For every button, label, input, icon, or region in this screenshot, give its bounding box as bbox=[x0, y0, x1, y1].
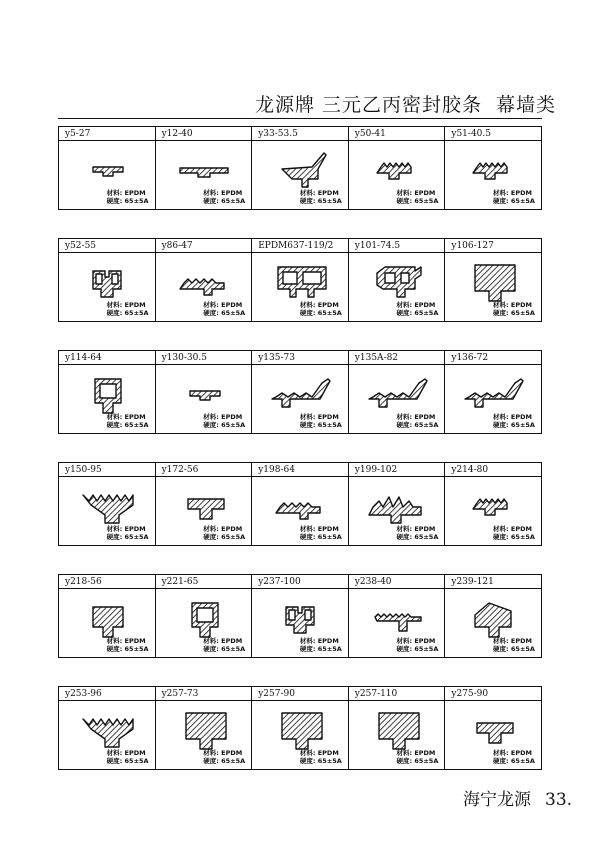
hardness-spec: 硬度: 65±5A bbox=[396, 533, 439, 541]
material-spec: 材料: EPDM bbox=[203, 189, 243, 197]
product-cell bbox=[155, 351, 252, 433]
spec-block bbox=[396, 189, 438, 205]
material-spec: 材料: EPDM bbox=[106, 189, 146, 197]
product-cell bbox=[59, 463, 155, 545]
seal-profile-drawing bbox=[459, 147, 529, 191]
spec-block bbox=[493, 749, 535, 765]
product-cell bbox=[251, 239, 348, 321]
seal-profile-drawing bbox=[73, 595, 143, 639]
product-cell bbox=[251, 575, 348, 657]
hardness-spec: 硬度: 65±5A bbox=[396, 197, 439, 205]
product-code: y198-64 bbox=[252, 463, 348, 477]
hardness-spec: 硬度: 65±5A bbox=[106, 645, 149, 653]
product-cell bbox=[155, 687, 252, 769]
product-code: y135A-82 bbox=[349, 351, 445, 365]
spec-block bbox=[300, 413, 342, 429]
spec-block bbox=[493, 189, 535, 205]
product-code: EPDM637-119/2 bbox=[252, 239, 348, 253]
seal-profile-drawing bbox=[73, 371, 143, 415]
seal-profile-drawing bbox=[363, 595, 433, 639]
product-code: y172-56 bbox=[156, 463, 252, 477]
product-cell bbox=[155, 239, 252, 321]
product-code: y136-72 bbox=[445, 351, 541, 365]
title-category: 幕墙类 bbox=[496, 94, 557, 116]
product-code: y238-40 bbox=[349, 575, 445, 589]
material-spec: 材料: EPDM bbox=[493, 525, 532, 533]
material-spec: 材料: EPDM bbox=[493, 189, 532, 197]
hardness-spec: 硬度: 65±5A bbox=[493, 421, 535, 429]
material-spec: 材料: EPDM bbox=[299, 189, 339, 197]
material-spec: 材料: EPDM bbox=[396, 413, 436, 421]
seal-profile-drawing bbox=[363, 147, 433, 191]
material-spec: 材料: EPDM bbox=[299, 413, 339, 421]
hardness-spec: 硬度: 65±5A bbox=[493, 757, 535, 765]
title-text: 龙源牌 三元乙丙密封胶条 bbox=[255, 94, 483, 116]
material-spec: 材料: EPDM bbox=[203, 301, 243, 309]
hardness-spec: 硬度: 65±5A bbox=[493, 533, 535, 541]
product-code: y150-95 bbox=[59, 463, 155, 477]
seal-profile-drawing bbox=[459, 707, 529, 751]
material-spec: 材料: EPDM bbox=[106, 749, 146, 757]
hardness-spec: 硬度: 65±5A bbox=[299, 197, 342, 205]
material-spec: 材料: EPDM bbox=[106, 637, 146, 645]
seal-profile-drawing bbox=[170, 595, 240, 639]
material-spec: 材料: EPDM bbox=[493, 749, 532, 757]
spec-block bbox=[300, 301, 342, 317]
material-spec: 材料: EPDM bbox=[396, 301, 436, 309]
hardness-spec: 硬度: 65±5A bbox=[396, 757, 439, 765]
product-code: y257-110 bbox=[349, 687, 445, 701]
product-code: y50-41 bbox=[349, 127, 445, 141]
material-spec: 材料: EPDM bbox=[493, 637, 532, 645]
product-code: y199-102 bbox=[349, 463, 445, 477]
product-row bbox=[58, 238, 542, 322]
material-spec: 材料: EPDM bbox=[396, 637, 436, 645]
product-code: y86-47 bbox=[156, 239, 252, 253]
seal-profile-drawing bbox=[363, 707, 433, 751]
seal-profile-drawing bbox=[266, 483, 336, 527]
product-code: y221-65 bbox=[156, 575, 252, 589]
page-title bbox=[255, 90, 556, 117]
product-row bbox=[58, 126, 542, 210]
product-cell bbox=[155, 127, 252, 209]
seal-profile-drawing bbox=[266, 147, 336, 191]
hardness-spec: 硬度: 65±5A bbox=[493, 197, 535, 205]
product-code: y12-40 bbox=[156, 127, 252, 141]
footer-company: 海宁龙源 bbox=[463, 790, 531, 810]
hardness-spec: 硬度: 65±5A bbox=[203, 197, 246, 205]
spec-block bbox=[107, 525, 149, 541]
seal-profile-drawing bbox=[73, 147, 143, 191]
spec-block bbox=[203, 525, 245, 541]
product-row bbox=[58, 686, 542, 770]
seal-profile-drawing bbox=[363, 371, 433, 415]
product-code: y114-64 bbox=[59, 351, 155, 365]
hardness-spec: 硬度: 65±5A bbox=[203, 757, 246, 765]
product-cell bbox=[444, 127, 541, 209]
product-cell bbox=[444, 463, 541, 545]
spec-block bbox=[300, 637, 342, 653]
hardness-spec: 硬度: 65±5A bbox=[203, 309, 246, 317]
seal-profile-drawing bbox=[170, 147, 240, 191]
product-cell bbox=[59, 687, 155, 769]
hardness-spec: 硬度: 65±5A bbox=[203, 645, 246, 653]
product-code: y257-90 bbox=[252, 687, 348, 701]
spec-block bbox=[107, 189, 149, 205]
product-code: y257-73 bbox=[156, 687, 252, 701]
spec-block bbox=[493, 413, 535, 429]
seal-profile-drawing bbox=[170, 707, 240, 751]
product-code: y106-127 bbox=[445, 239, 541, 253]
spec-block bbox=[396, 637, 438, 653]
material-spec: 材料: EPDM bbox=[106, 301, 146, 309]
product-cell bbox=[59, 575, 155, 657]
spec-block bbox=[107, 301, 149, 317]
product-cell bbox=[251, 351, 348, 433]
hardness-spec: 硬度: 65±5A bbox=[106, 757, 149, 765]
spec-block bbox=[396, 413, 438, 429]
product-cell bbox=[348, 463, 445, 545]
spec-block bbox=[203, 749, 245, 765]
seal-profile-drawing bbox=[170, 259, 240, 303]
seal-profile-drawing bbox=[266, 371, 336, 415]
material-spec: 材料: EPDM bbox=[299, 301, 339, 309]
hardness-spec: 硬度: 65±5A bbox=[106, 421, 149, 429]
material-spec: 材料: EPDM bbox=[299, 749, 339, 757]
product-cell bbox=[251, 463, 348, 545]
material-spec: 材料: EPDM bbox=[493, 301, 532, 309]
product-cell bbox=[59, 239, 155, 321]
product-code: y214-80 bbox=[445, 463, 541, 477]
seal-profile-drawing bbox=[170, 483, 240, 527]
spec-block bbox=[203, 189, 245, 205]
product-cell bbox=[59, 127, 155, 209]
product-code: y52-55 bbox=[59, 239, 155, 253]
seal-profile-drawing bbox=[73, 483, 143, 527]
page-number: 33. bbox=[545, 790, 573, 810]
hardness-spec: 硬度: 65±5A bbox=[299, 645, 342, 653]
product-code: y239-121 bbox=[445, 575, 541, 589]
material-spec: 材料: EPDM bbox=[106, 525, 146, 533]
spec-block bbox=[493, 637, 535, 653]
spec-block bbox=[396, 525, 438, 541]
hardness-spec: 硬度: 65±5A bbox=[106, 309, 149, 317]
spec-block bbox=[300, 749, 342, 765]
hardness-spec: 硬度: 65±5A bbox=[493, 645, 535, 653]
hardness-spec: 硬度: 65±5A bbox=[396, 645, 439, 653]
hardness-spec: 硬度: 65±5A bbox=[106, 533, 149, 541]
seal-profile-drawing bbox=[266, 707, 336, 751]
product-code: y101-74.5 bbox=[349, 239, 445, 253]
seal-profile-drawing bbox=[170, 371, 240, 415]
material-spec: 材料: EPDM bbox=[203, 413, 243, 421]
product-code: y275-90 bbox=[445, 687, 541, 701]
material-spec: 材料: EPDM bbox=[203, 637, 243, 645]
product-code: y135-73 bbox=[252, 351, 348, 365]
spec-block bbox=[107, 413, 149, 429]
spec-block bbox=[396, 749, 438, 765]
product-cell bbox=[155, 463, 252, 545]
seal-profile-drawing bbox=[363, 483, 433, 527]
product-code: y218-56 bbox=[59, 575, 155, 589]
seal-profile-drawing bbox=[459, 371, 529, 415]
hardness-spec: 硬度: 65±5A bbox=[299, 757, 342, 765]
product-cell bbox=[251, 687, 348, 769]
hardness-spec: 硬度: 65±5A bbox=[106, 197, 149, 205]
product-code: y33-53.5 bbox=[252, 127, 348, 141]
hardness-spec: 硬度: 65±5A bbox=[203, 533, 246, 541]
hardness-spec: 硬度: 65±5A bbox=[299, 533, 342, 541]
product-code: y237-100 bbox=[252, 575, 348, 589]
product-code: y5-27 bbox=[59, 127, 155, 141]
seal-profile-drawing bbox=[73, 259, 143, 303]
material-spec: 材料: EPDM bbox=[203, 749, 243, 757]
product-row bbox=[58, 574, 542, 658]
spec-block bbox=[493, 525, 535, 541]
spec-block bbox=[107, 749, 149, 765]
hardness-spec: 硬度: 65±5A bbox=[299, 421, 342, 429]
spec-block bbox=[203, 413, 245, 429]
product-row bbox=[58, 350, 542, 434]
seal-profile-drawing bbox=[459, 483, 529, 527]
product-cell bbox=[251, 127, 348, 209]
product-cell bbox=[348, 239, 445, 321]
product-cell bbox=[59, 351, 155, 433]
page-footer bbox=[463, 785, 572, 810]
seal-profile-drawing bbox=[363, 259, 433, 303]
material-spec: 材料: EPDM bbox=[299, 525, 339, 533]
product-code: y253-96 bbox=[59, 687, 155, 701]
material-spec: 材料: EPDM bbox=[396, 525, 436, 533]
material-spec: 材料: EPDM bbox=[396, 189, 436, 197]
material-spec: 材料: EPDM bbox=[203, 525, 243, 533]
product-cell bbox=[348, 351, 445, 433]
hardness-spec: 硬度: 65±5A bbox=[203, 421, 246, 429]
seal-profile-drawing bbox=[459, 259, 529, 303]
spec-block bbox=[203, 301, 245, 317]
seal-profile-drawing bbox=[73, 707, 143, 751]
seal-profile-drawing bbox=[266, 259, 336, 303]
spec-block bbox=[107, 637, 149, 653]
product-cell bbox=[348, 575, 445, 657]
product-cell bbox=[444, 575, 541, 657]
material-spec: 材料: EPDM bbox=[493, 413, 532, 421]
product-code: y51-40.5 bbox=[445, 127, 541, 141]
spec-block bbox=[300, 189, 342, 205]
product-cell bbox=[155, 575, 252, 657]
material-spec: 材料: EPDM bbox=[106, 413, 146, 421]
material-spec: 材料: EPDM bbox=[299, 637, 339, 645]
hardness-spec: 硬度: 65±5A bbox=[396, 309, 439, 317]
product-cell bbox=[444, 351, 541, 433]
seal-profile-drawing bbox=[459, 595, 529, 639]
spec-block bbox=[203, 637, 245, 653]
seal-profile-drawing bbox=[266, 595, 336, 639]
title-rule bbox=[58, 118, 542, 119]
hardness-spec: 硬度: 65±5A bbox=[493, 309, 535, 317]
product-row bbox=[58, 462, 542, 546]
product-cell bbox=[444, 239, 541, 321]
product-cell bbox=[348, 127, 445, 209]
spec-block bbox=[300, 525, 342, 541]
product-cell bbox=[348, 687, 445, 769]
hardness-spec: 硬度: 65±5A bbox=[396, 421, 439, 429]
spec-block bbox=[396, 301, 438, 317]
material-spec: 材料: EPDM bbox=[396, 749, 436, 757]
hardness-spec: 硬度: 65±5A bbox=[299, 309, 342, 317]
product-code: y130-30.5 bbox=[156, 351, 252, 365]
product-cell bbox=[444, 687, 541, 769]
spec-block bbox=[493, 301, 535, 317]
